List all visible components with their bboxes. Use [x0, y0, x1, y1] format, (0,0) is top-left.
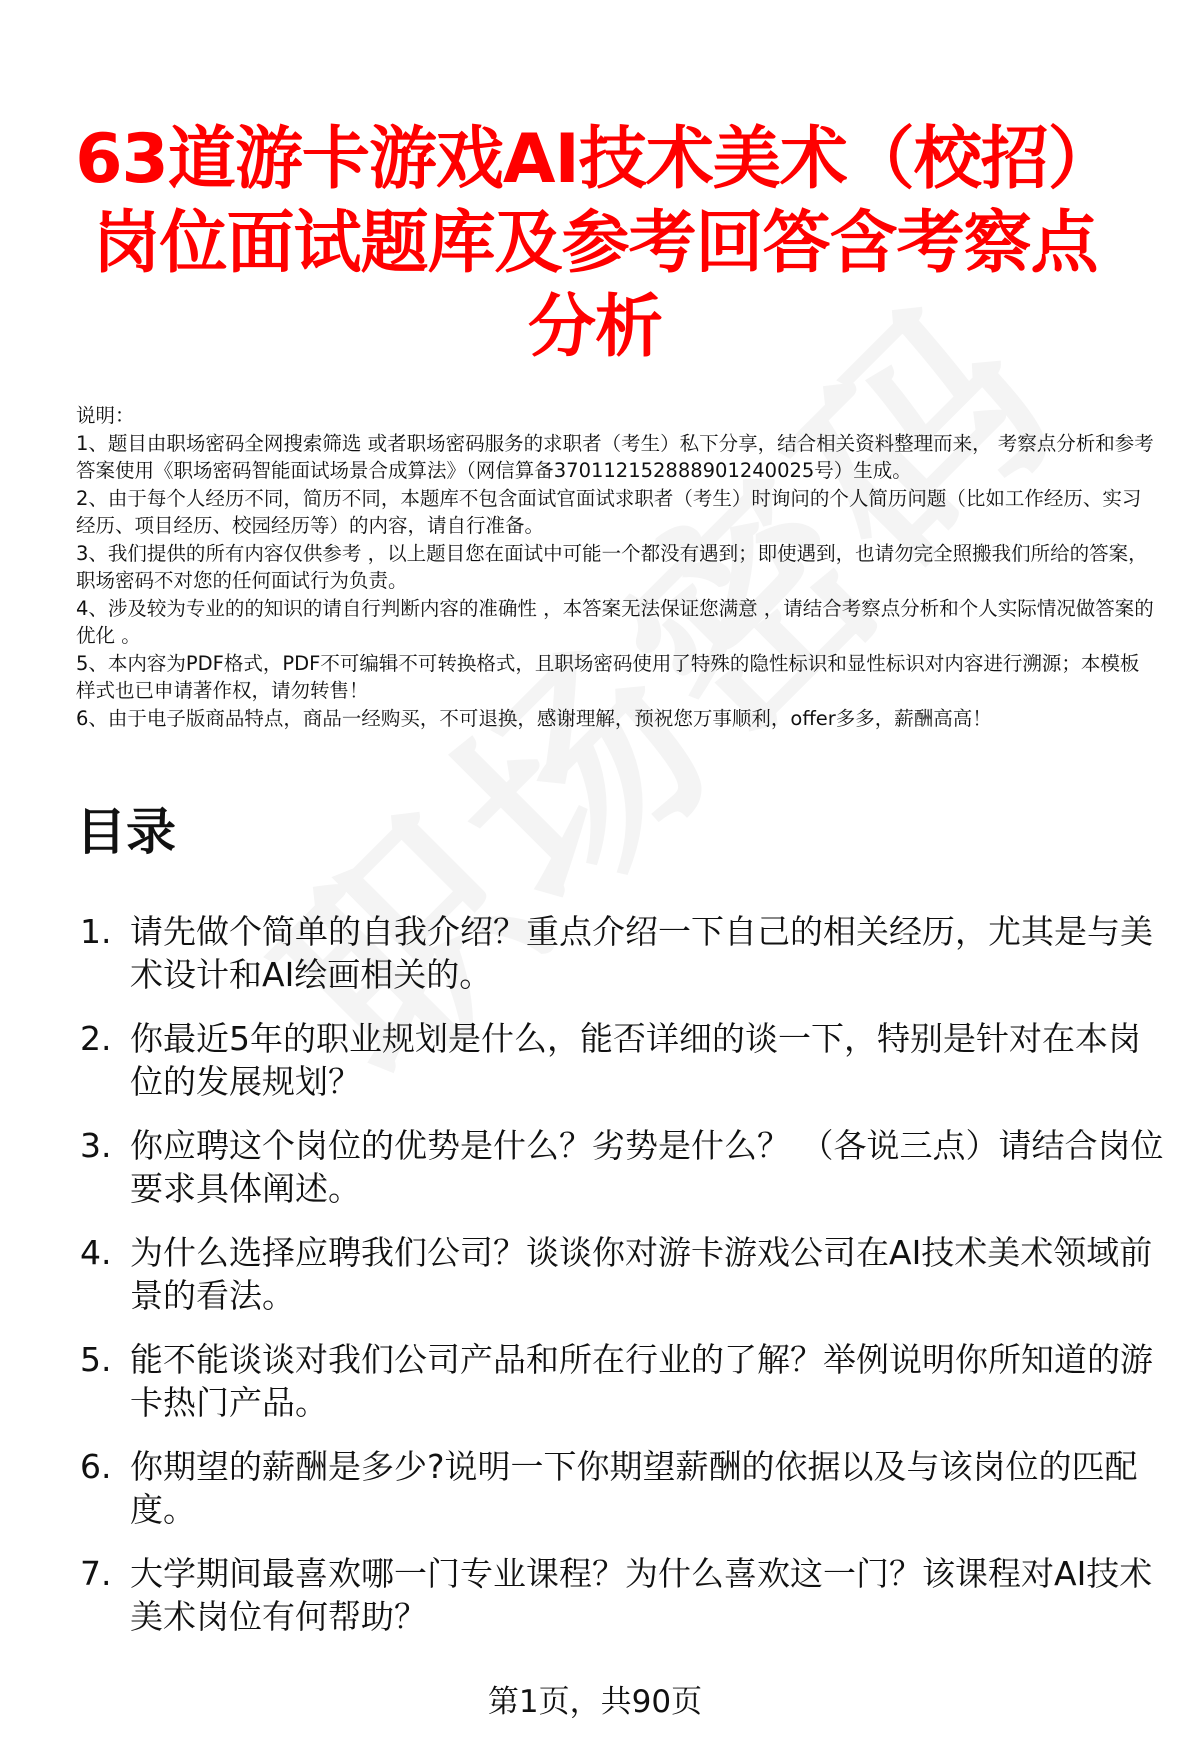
- toc-item-text[interactable]: 大学期间最喜欢哪一门专业课程？为什么喜欢这一门？该课程对AI技术美术岗位有何帮助？: [130, 1554, 1153, 1636]
- toc-heading: 目录: [76, 803, 176, 861]
- toc-item[interactable]: [76, 1124, 1166, 1210]
- toc-list: [76, 910, 1166, 1659]
- toc-item[interactable]: [76, 1552, 1166, 1638]
- note-item: 4、涉及较为专业的的知识的请自行判断内容的准确性 ，本答案无法保证您满意 ，请结合考察点分析和个人实际情况做答案的优化 。: [76, 596, 1154, 647]
- toc-item[interactable]: [76, 1445, 1166, 1531]
- note-item: 6、由于电子版商品特点，商品一经购买，不可退换，感谢理解，预祝您万事顺利，offer多多，薪酬高高！: [76, 706, 992, 730]
- toc-item-number: 4.: [80, 1233, 112, 1272]
- toc-item[interactable]: [76, 1231, 1166, 1317]
- toc-item-number: 2.: [80, 1019, 112, 1058]
- toc-item-number: 7.: [80, 1554, 112, 1593]
- toc-item-number: 1.: [80, 912, 112, 951]
- toc-item-text[interactable]: 能不能谈谈对我们公司产品和所在行业的了解？举例说明你所知道的游卡热门产品。: [130, 1340, 1153, 1422]
- toc-item[interactable]: [76, 910, 1166, 996]
- note-item: 5、本内容为PDF格式，PDF不可编辑不可转换格式，且职场密码使用了特殊的隐性标识和显性标识对内容进行溯源；本模板样式也已申请著作权，请勿转售！: [76, 651, 1140, 702]
- title-line: 分析: [527, 288, 662, 367]
- note-item: 2、由于每个人经历不同，简历不同，本题库不包含面试官面试求职者（考生）时询问的个人简历问题（比如工作经历、实习经历、项目经历、校园经历等）的内容，请自行准备。: [76, 486, 1142, 537]
- page-footer: 第1页，共90页: [487, 1684, 703, 1720]
- toc-item[interactable]: [76, 1338, 1166, 1424]
- page-title: [60, 118, 1130, 370]
- toc-item-number: 3.: [80, 1126, 112, 1165]
- note-item: 1、题目由职场密码全网搜索筛选 或者职场密码服务的求职者（考生）私下分享，结合相关资料整理而来， 考察点分析和参考答案使用《职场密码智能面试场景合成算法》（网信算备370112152888901240025号）生成。: [76, 431, 1154, 482]
- toc-item-number: 6.: [80, 1447, 112, 1486]
- title-line: 岗位面试题库及参考回答含考察点: [92, 204, 1098, 283]
- toc-item-text[interactable]: 请先做个简单的自我介绍？重点介绍一下自己的相关经历，尤其是与美术设计和AI绘画相关的。: [130, 912, 1153, 994]
- toc-item[interactable]: [76, 1017, 1166, 1103]
- toc-item-text[interactable]: 为什么选择应聘我们公司？谈谈你对游卡游戏公司在AI技术美术领域前景的看法。: [130, 1233, 1153, 1315]
- toc-item-number: 5.: [80, 1340, 112, 1379]
- notes-heading: 说明：: [76, 404, 135, 427]
- title-line: 63道游卡游戏AI技术美术（校招）: [75, 120, 1115, 199]
- note-item: 3、我们提供的所有内容仅供参考 ，以上题目您在面试中可能一个都没有遇到；即使遇到，也请勿完全照搬我们所给的答案，职场密码不对您的任何面试行为负责。: [76, 541, 1148, 592]
- toc-item-text[interactable]: 你应聘这个岗位的优势是什么？劣势是什么？ （各说三点）请结合岗位要求具体阐述。: [130, 1126, 1164, 1208]
- toc-item-text[interactable]: 你最近5年的职业规划是什么，能否详细的谈一下，特别是针对在本岗位的发展规划？: [130, 1019, 1141, 1101]
- disclaimer-notes: [76, 402, 1156, 732]
- toc-item-text[interactable]: 你期望的薪酬是多少?说明一下你期望薪酬的依据以及与该岗位的匹配度。: [130, 1447, 1138, 1529]
